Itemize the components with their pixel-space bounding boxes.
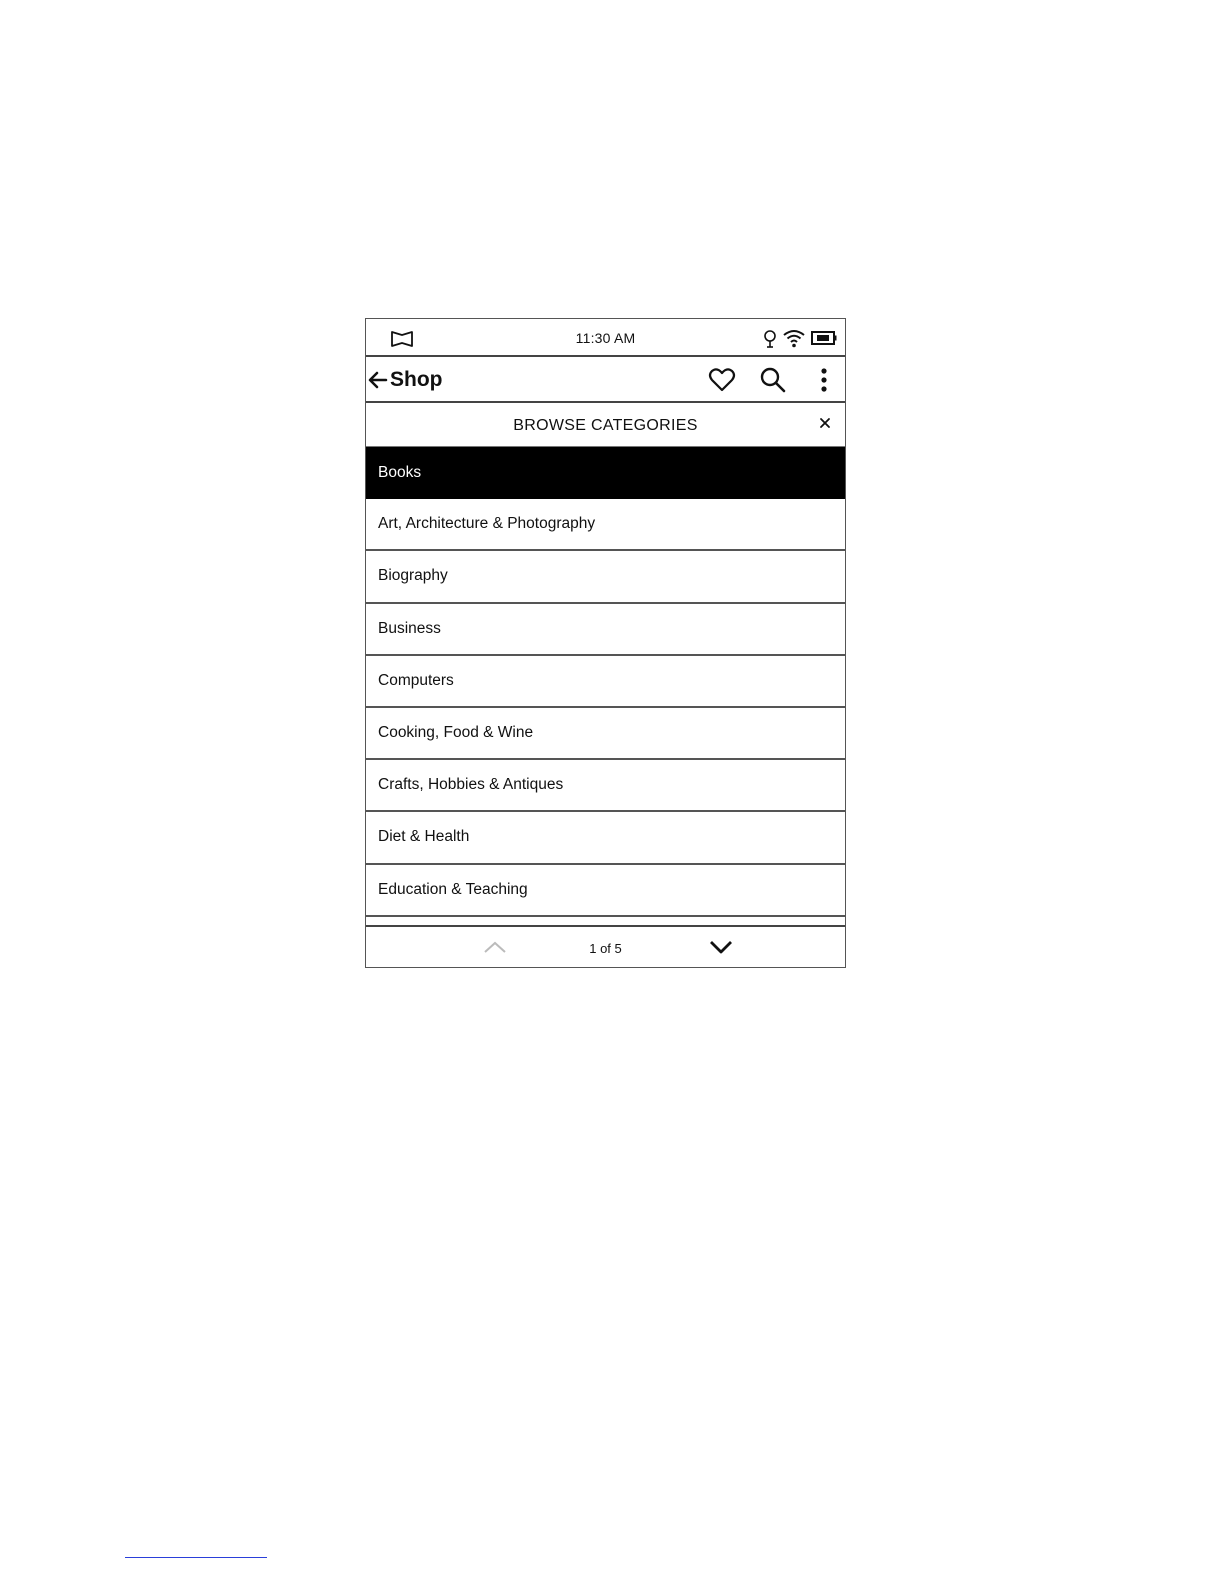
- category-item-cooking-food-wine[interactable]: [366, 708, 845, 760]
- pagination-bar: [366, 925, 845, 968]
- category-label: Cooking, Food & Wine: [378, 724, 534, 742]
- page-indicator: 1 of 5: [589, 941, 622, 956]
- category-label: Crafts, Hobbies & Antiques: [378, 776, 564, 794]
- category-item-biography[interactable]: [366, 551, 845, 603]
- search-icon[interactable]: [759, 366, 787, 394]
- status-bar: [366, 319, 845, 357]
- category-label: Art, Architecture & Photography: [378, 515, 596, 533]
- light-icon[interactable]: [763, 329, 777, 349]
- chevron-down-icon[interactable]: [708, 937, 734, 957]
- footnote-rule: [125, 1557, 267, 1558]
- back-button[interactable]: [368, 367, 443, 393]
- category-label: Business: [378, 619, 441, 637]
- category-item-diet-health[interactable]: [366, 812, 845, 864]
- category-label: Education & Teaching: [378, 880, 528, 898]
- status-time: 11:30 AM: [575, 330, 636, 346]
- category-item-computers[interactable]: [366, 656, 845, 708]
- category-item-crafts-hobbies-antiques[interactable]: [366, 760, 845, 812]
- category-item-business[interactable]: [366, 604, 845, 656]
- category-item-art-architecture-photography[interactable]: [366, 499, 845, 551]
- ereader-screen: [365, 318, 846, 968]
- close-icon[interactable]: [815, 413, 835, 433]
- page-title: Shop: [390, 368, 443, 391]
- category-label: Diet & Health: [378, 828, 470, 846]
- browse-categories-header: [366, 403, 845, 447]
- more-vertical-icon[interactable]: [810, 366, 838, 394]
- category-label: Books: [378, 464, 422, 482]
- arrow-left-icon: [368, 370, 388, 390]
- battery-icon: [811, 330, 837, 346]
- category-label: Computers: [378, 671, 454, 689]
- category-item-education-teaching[interactable]: [366, 865, 845, 917]
- panel-title: BROWSE CATEGORIES: [513, 417, 698, 434]
- wifi-icon[interactable]: [782, 328, 806, 348]
- category-label: Biography: [378, 567, 448, 585]
- category-item-books[interactable]: [366, 447, 845, 499]
- category-list: [366, 447, 845, 917]
- heart-icon[interactable]: [708, 366, 736, 394]
- app-bar: [366, 357, 845, 403]
